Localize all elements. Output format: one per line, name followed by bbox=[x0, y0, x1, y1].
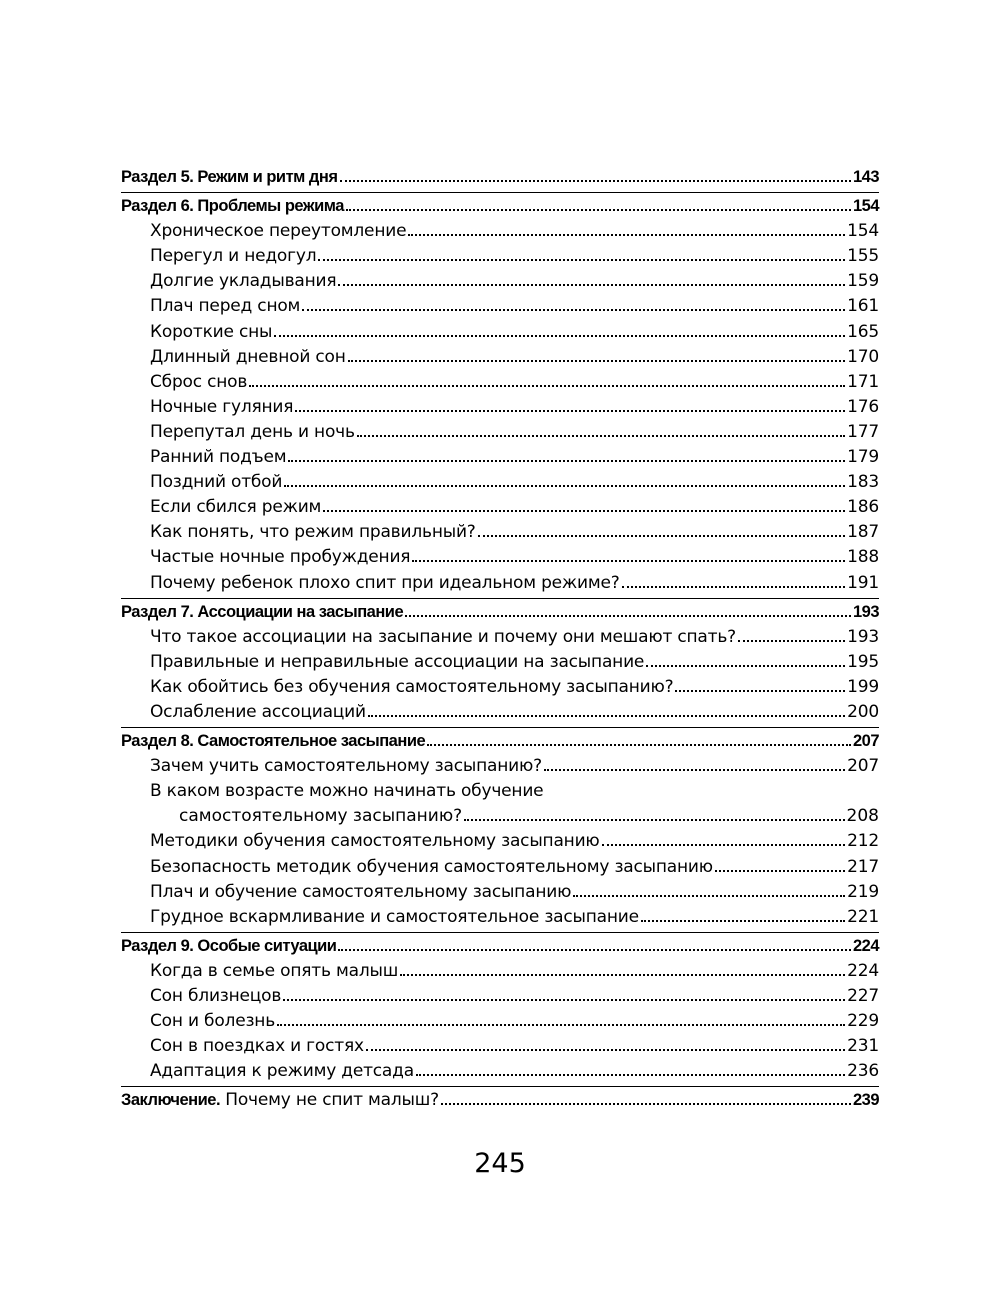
section-divider bbox=[121, 932, 879, 933]
toc-page-number: 236 bbox=[847, 1061, 879, 1082]
toc-page-number: 207 bbox=[847, 756, 879, 777]
toc-page-number: 193 bbox=[852, 602, 879, 621]
dot-leader bbox=[338, 284, 845, 286]
toc-entry-title: Грудное вскармливание и самостоятельное засыпание bbox=[150, 906, 639, 927]
toc-entry[interactable] bbox=[121, 855, 879, 880]
toc-page-number: 188 bbox=[847, 547, 879, 568]
toc-entry-title: Что такое ассоциации на засыпание и почему они мешают спать? bbox=[150, 626, 736, 647]
toc-entry[interactable] bbox=[121, 804, 879, 829]
dot-leader bbox=[302, 309, 845, 311]
toc-entry[interactable] bbox=[121, 269, 879, 294]
toc-entry[interactable] bbox=[121, 495, 879, 520]
toc-entry-title: Безопасность методик обучения самостоятельному засыпанию bbox=[150, 856, 713, 877]
toc-entry[interactable] bbox=[121, 650, 879, 675]
toc-entry[interactable] bbox=[121, 700, 879, 725]
toc-entry[interactable] bbox=[121, 420, 879, 445]
toc-page-number: 170 bbox=[847, 346, 879, 367]
dot-leader bbox=[646, 665, 845, 667]
toc-page-number: 219 bbox=[847, 881, 879, 902]
toc-entry[interactable] bbox=[121, 905, 879, 930]
toc-entry[interactable] bbox=[121, 984, 879, 1009]
dot-leader bbox=[284, 485, 845, 487]
toc-entry-title: Сон близнецов bbox=[150, 986, 282, 1006]
toc-entry-title: Сон в поездках и гостях bbox=[150, 1036, 364, 1057]
toc-entry-title: Ночные гуляния bbox=[150, 396, 294, 417]
toc-entry-title: Длинный дневной сон bbox=[150, 346, 346, 367]
toc-entry-title: Перепутал день и ночь bbox=[150, 421, 355, 442]
toc-entry[interactable] bbox=[121, 754, 879, 779]
table-of-contents bbox=[121, 165, 879, 1113]
toc-page-number: 200 bbox=[847, 701, 879, 722]
dot-leader bbox=[573, 895, 845, 897]
dot-leader bbox=[357, 435, 845, 437]
dot-leader bbox=[348, 360, 845, 362]
dot-leader bbox=[464, 819, 844, 821]
toc-entry[interactable] bbox=[121, 520, 879, 545]
toc-entry-title: Перегул и недогул bbox=[150, 246, 317, 267]
toc-page-number: 195 bbox=[847, 651, 879, 672]
dot-leader bbox=[366, 1049, 845, 1051]
toc-page-number: 217 bbox=[847, 856, 879, 877]
toc-entry-subtitle: Почему не спит малыш? bbox=[220, 1090, 439, 1111]
toc-entry-title: Методики обучения самостоятельному засыпанию bbox=[150, 831, 600, 852]
toc-entry-title: самостоятельному засыпанию? bbox=[179, 806, 463, 827]
toc-entry-title: Плач перед сном bbox=[150, 296, 301, 317]
toc-entry[interactable] bbox=[121, 470, 879, 495]
toc-entry-title: Ранний подъем bbox=[150, 447, 287, 468]
toc-entry[interactable] bbox=[121, 345, 879, 370]
toc-entry-title: Как обойтись без обучения самостоятельному засыпанию? bbox=[150, 676, 674, 697]
toc-entry-title: Сброс снов bbox=[150, 371, 248, 392]
dot-leader bbox=[441, 1103, 851, 1105]
toc-conclusion-entry[interactable] bbox=[121, 1088, 879, 1113]
dot-leader bbox=[641, 920, 845, 922]
section-divider bbox=[121, 1086, 879, 1087]
toc-page-number: 177 bbox=[847, 421, 879, 442]
toc-entry[interactable] bbox=[121, 370, 879, 395]
toc-entry[interactable] bbox=[121, 244, 879, 269]
toc-entry[interactable] bbox=[121, 395, 879, 420]
toc-page-number: 155 bbox=[847, 246, 879, 267]
toc-page-number: 159 bbox=[847, 271, 879, 292]
toc-entry-title: Зачем учить самостоятельному засыпанию? bbox=[150, 756, 542, 777]
toc-page-number: 186 bbox=[847, 497, 879, 518]
toc-entry-title: Ослабление ассоциаций bbox=[150, 701, 366, 722]
toc-page-number: 183 bbox=[847, 472, 879, 493]
toc-section-entry[interactable] bbox=[121, 600, 879, 625]
toc-entry[interactable] bbox=[121, 1009, 879, 1034]
dot-leader bbox=[295, 410, 845, 412]
toc-entry-title: Как понять, что режим правильный? bbox=[150, 522, 476, 543]
toc-entry-title: Частые ночные пробуждения bbox=[150, 547, 411, 568]
toc-entry-title: Заключение. bbox=[121, 1091, 221, 1110]
toc-entry[interactable] bbox=[121, 829, 879, 854]
toc-entry-title: Хроническое переутомление bbox=[150, 221, 407, 242]
dot-leader bbox=[478, 535, 846, 537]
toc-entry[interactable] bbox=[121, 1034, 879, 1059]
dot-leader bbox=[340, 180, 851, 182]
section-divider bbox=[121, 598, 879, 599]
toc-page-number: 171 bbox=[847, 371, 879, 392]
dot-leader bbox=[368, 715, 845, 717]
toc-page-number: 176 bbox=[847, 396, 879, 417]
dot-leader bbox=[277, 1024, 845, 1026]
toc-entry-title: В каком возрасте можно начинать обучение bbox=[150, 781, 544, 802]
toc-section-entry[interactable] bbox=[121, 165, 879, 190]
dot-leader bbox=[288, 460, 845, 462]
toc-page-number: 187 bbox=[847, 522, 879, 543]
toc-entry-title: Плач и обучение самостоятельному засыпанию bbox=[150, 881, 572, 902]
toc-entry[interactable] bbox=[121, 880, 879, 905]
dot-leader bbox=[675, 690, 845, 692]
toc-page-number: 224 bbox=[847, 960, 879, 981]
page-number: 245 bbox=[474, 1148, 526, 1179]
toc-page-number: 221 bbox=[847, 906, 879, 927]
toc-page-number: 193 bbox=[847, 626, 879, 647]
toc-entry-title: Адаптация к режиму детсада bbox=[150, 1061, 414, 1082]
section-divider bbox=[121, 192, 879, 193]
section-divider bbox=[121, 727, 879, 728]
toc-page-number: 227 bbox=[847, 986, 879, 1006]
toc-page-number: 143 bbox=[852, 168, 879, 186]
dot-leader bbox=[318, 259, 845, 261]
toc-entry[interactable] bbox=[121, 445, 879, 470]
dot-leader bbox=[400, 974, 845, 976]
toc-page-number: 229 bbox=[847, 1011, 879, 1032]
dot-leader bbox=[249, 385, 845, 387]
toc-entry-title: Раздел 8. Самостоятельное засыпание bbox=[121, 732, 426, 751]
dot-leader bbox=[602, 844, 846, 846]
toc-section-entry[interactable] bbox=[121, 194, 879, 219]
toc-entry-title: Когда в семье опять малыш bbox=[150, 960, 399, 981]
toc-entry-title: Сон и болезнь bbox=[150, 1011, 276, 1032]
toc-entry[interactable] bbox=[121, 545, 879, 570]
toc-entry[interactable] bbox=[121, 675, 879, 700]
toc-entry-title: Долгие укладывания bbox=[150, 271, 337, 292]
toc-page-number: 179 bbox=[847, 447, 879, 468]
dot-leader bbox=[416, 1074, 845, 1076]
toc-entry-title: Раздел 6. Проблемы режима bbox=[121, 197, 344, 216]
toc-entry[interactable] bbox=[121, 625, 879, 650]
dot-leader bbox=[283, 999, 845, 1001]
toc-entry-title: Раздел 5. Режим и ритм дня bbox=[121, 168, 338, 186]
toc-page-number: 212 bbox=[847, 831, 879, 852]
toc-page-number: 199 bbox=[847, 676, 879, 697]
toc-page-number: 207 bbox=[852, 732, 879, 751]
dot-leader bbox=[544, 769, 845, 771]
toc-page-number: 154 bbox=[852, 197, 879, 216]
toc-page-number: 231 bbox=[847, 1036, 879, 1057]
dot-leader bbox=[338, 949, 851, 951]
toc-entry[interactable] bbox=[121, 571, 879, 596]
toc-entry-title: Раздел 7. Ассоциации на засыпание bbox=[121, 602, 404, 621]
toc-entry[interactable] bbox=[121, 320, 879, 345]
toc-entry[interactable] bbox=[121, 294, 879, 319]
toc-entry-title: Почему ребенок плохо спит при идеальном режиме? bbox=[150, 572, 620, 593]
toc-entry-title: Раздел 9. Особые ситуации bbox=[121, 936, 337, 955]
dot-leader bbox=[738, 640, 845, 642]
toc-page-number: 161 bbox=[847, 296, 879, 317]
toc-page-number: 239 bbox=[852, 1091, 879, 1110]
toc-entry-title: Короткие сны bbox=[150, 321, 273, 342]
toc-page-number: 208 bbox=[846, 806, 879, 827]
toc-page-number: 165 bbox=[847, 321, 879, 342]
dot-leader bbox=[715, 870, 845, 872]
toc-entry[interactable] bbox=[121, 1059, 879, 1084]
dot-leader bbox=[622, 586, 846, 588]
toc-section-entry[interactable] bbox=[121, 729, 879, 754]
dot-leader bbox=[412, 560, 845, 562]
toc-entry-title: Поздний отбой bbox=[150, 472, 283, 493]
toc-entry[interactable] bbox=[121, 219, 879, 244]
toc-page-number: 154 bbox=[847, 221, 879, 242]
toc-entry[interactable] bbox=[121, 959, 879, 984]
dot-leader bbox=[408, 234, 845, 236]
toc-entry-title: Правильные и неправильные ассоциации на засыпание bbox=[150, 651, 645, 672]
dot-leader bbox=[427, 744, 851, 746]
toc-section-entry[interactable] bbox=[121, 934, 879, 959]
toc-entry-title: Если сбился режим bbox=[150, 497, 322, 518]
toc-page-number: 191 bbox=[847, 572, 879, 593]
dot-leader bbox=[274, 335, 845, 337]
toc-page-number: 224 bbox=[852, 936, 879, 955]
dot-leader bbox=[405, 615, 851, 617]
dot-leader bbox=[346, 209, 851, 211]
toc-entry[interactable] bbox=[121, 779, 879, 804]
dot-leader bbox=[323, 510, 845, 512]
